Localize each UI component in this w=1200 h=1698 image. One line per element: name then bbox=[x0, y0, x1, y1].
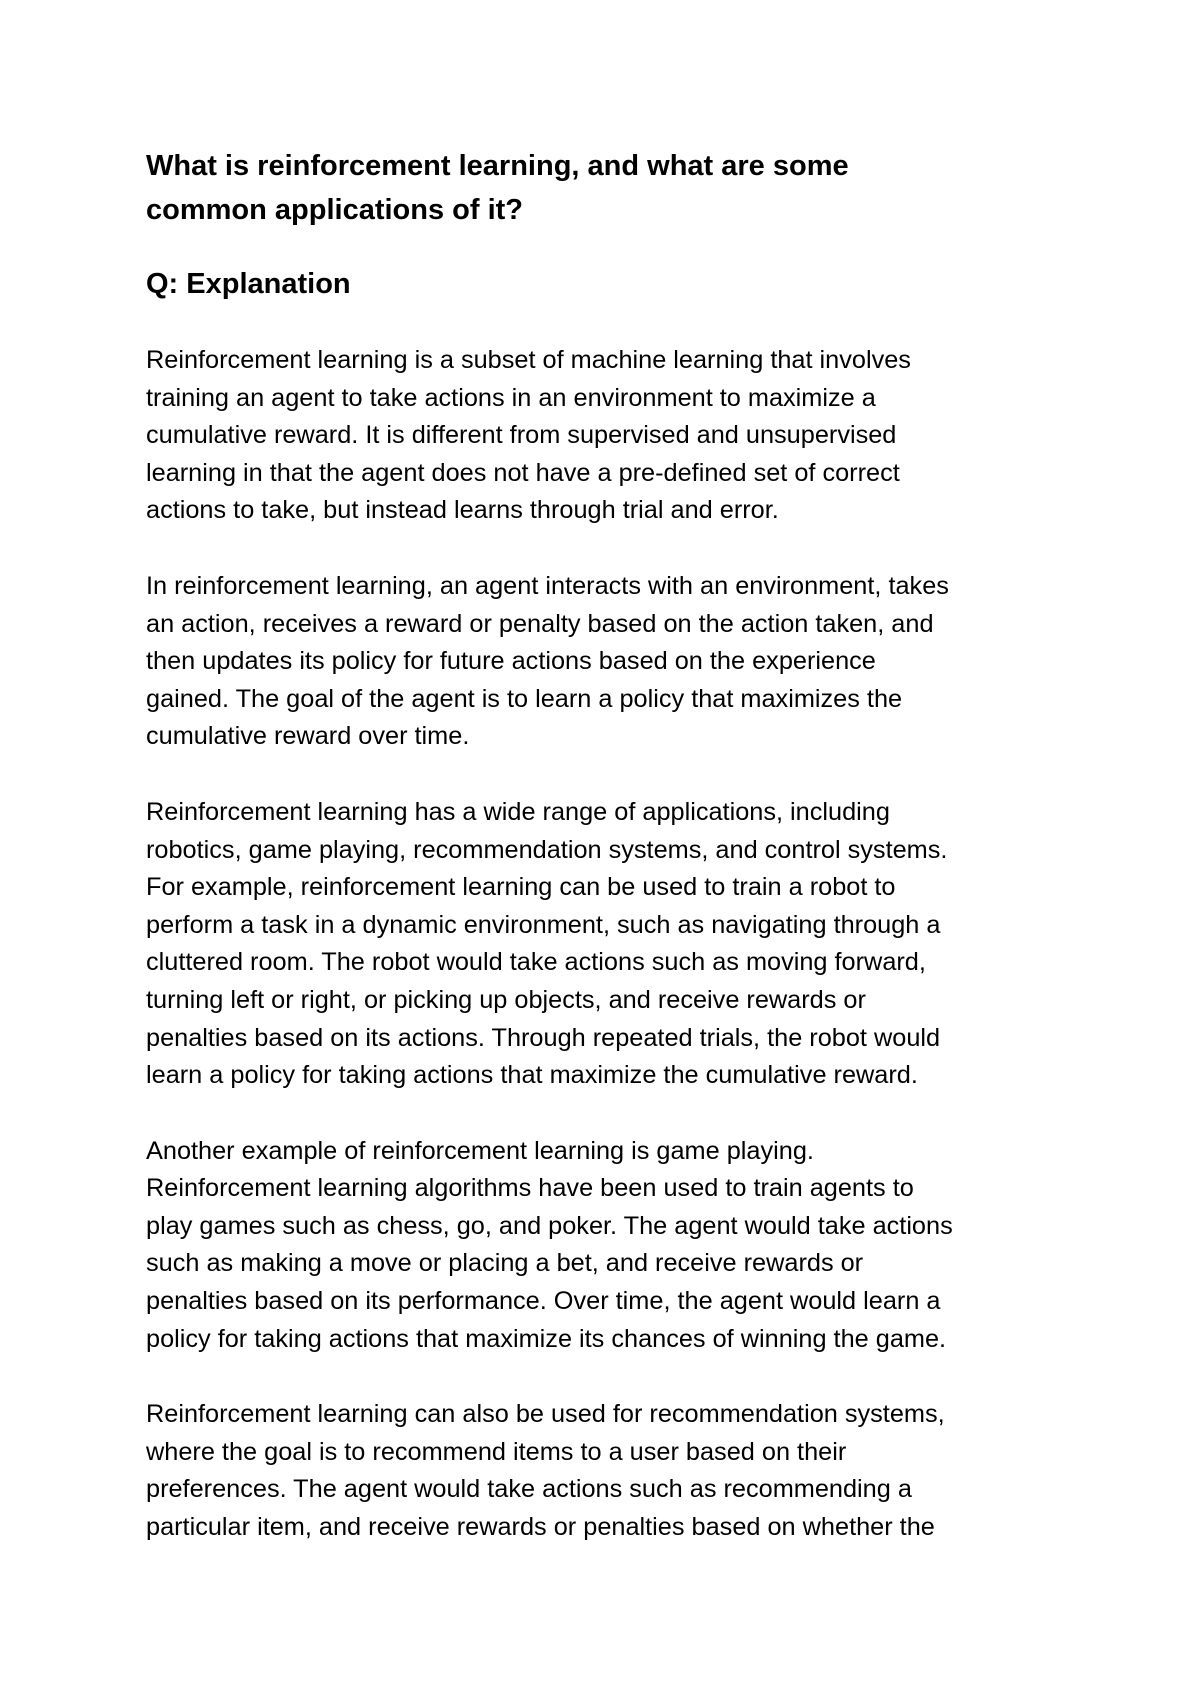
text-line: then updates its policy for future actions based on the experience bbox=[146, 647, 876, 676]
text-line: play games such as chess, go, and poker. The agent would take actions bbox=[146, 1211, 953, 1240]
text-line: learn a policy for taking actions that maximize the cumulative reward. bbox=[146, 1061, 918, 1090]
title-line: common applications of it? bbox=[146, 194, 524, 226]
text-line: cluttered room. The robot would take actions such as moving forward, bbox=[146, 948, 926, 977]
paragraph-definition bbox=[146, 342, 1086, 530]
text-line: cumulative reward. It is different from supervised and unsupervised bbox=[146, 421, 897, 450]
text-line: where the goal is to recommend items to a user based on their bbox=[146, 1437, 847, 1466]
text-line: perform a task in a dynamic environment, such as navigating through a bbox=[146, 910, 941, 939]
text-line: Reinforcement learning has a wide range of applications, including bbox=[146, 797, 890, 826]
title-line: What is reinforcement learning, and what are some bbox=[146, 150, 849, 182]
paragraph-recommendation bbox=[146, 1396, 1086, 1546]
text-line: such as making a move or placing a bet, and receive rewards or bbox=[146, 1249, 864, 1278]
text-line: In reinforcement learning, an agent interacts with an environment, takes bbox=[146, 571, 949, 600]
text-line: policy for taking actions that maximize its chances of winning the game. bbox=[146, 1324, 947, 1353]
paragraph-robotics bbox=[146, 794, 1086, 1095]
document-content bbox=[146, 144, 1086, 1547]
text-line: cumulative reward over time. bbox=[146, 722, 470, 751]
section-heading: Q: Explanation bbox=[146, 268, 351, 300]
text-line: preferences. The agent would take actions such as recommending a bbox=[146, 1475, 912, 1504]
text-line: turning left or right, or picking up objects, and receive rewards or bbox=[146, 985, 866, 1014]
text-line: For example, reinforcement learning can be used to train a robot to bbox=[146, 873, 896, 902]
paragraph-game-playing bbox=[146, 1133, 1086, 1359]
text-line: actions to take, but instead learns through trial and error. bbox=[146, 496, 779, 525]
text-line: an action, receives a reward or penalty based on the action taken, and bbox=[146, 609, 934, 638]
text-line: penalties based on its actions. Through repeated trials, the robot would bbox=[146, 1023, 941, 1052]
paragraph-process bbox=[146, 568, 1086, 756]
document-title bbox=[146, 144, 1086, 232]
text-line: Another example of reinforcement learning is game playing. bbox=[146, 1136, 814, 1165]
text-line: gained. The goal of the agent is to learn a policy that maximizes the bbox=[146, 684, 903, 713]
text-line: Reinforcement learning is a subset of machine learning that involves bbox=[146, 346, 911, 374]
text-line: Reinforcement learning algorithms have been used to train agents to bbox=[146, 1174, 914, 1203]
text-line: training an agent to take actions in an environment to maximize a bbox=[146, 383, 876, 412]
text-line: learning in that the agent does not have a pre-defined set of correct bbox=[146, 458, 900, 487]
text-line: particular item, and receive rewards or penalties based on whether the bbox=[146, 1513, 935, 1542]
text-line: Reinforcement learning can also be used for recommendation systems, bbox=[146, 1400, 945, 1429]
text-line: robotics, game playing, recommendation systems, and control systems. bbox=[146, 835, 948, 864]
text-line: penalties based on its performance. Over time, the agent would learn a bbox=[146, 1287, 941, 1316]
